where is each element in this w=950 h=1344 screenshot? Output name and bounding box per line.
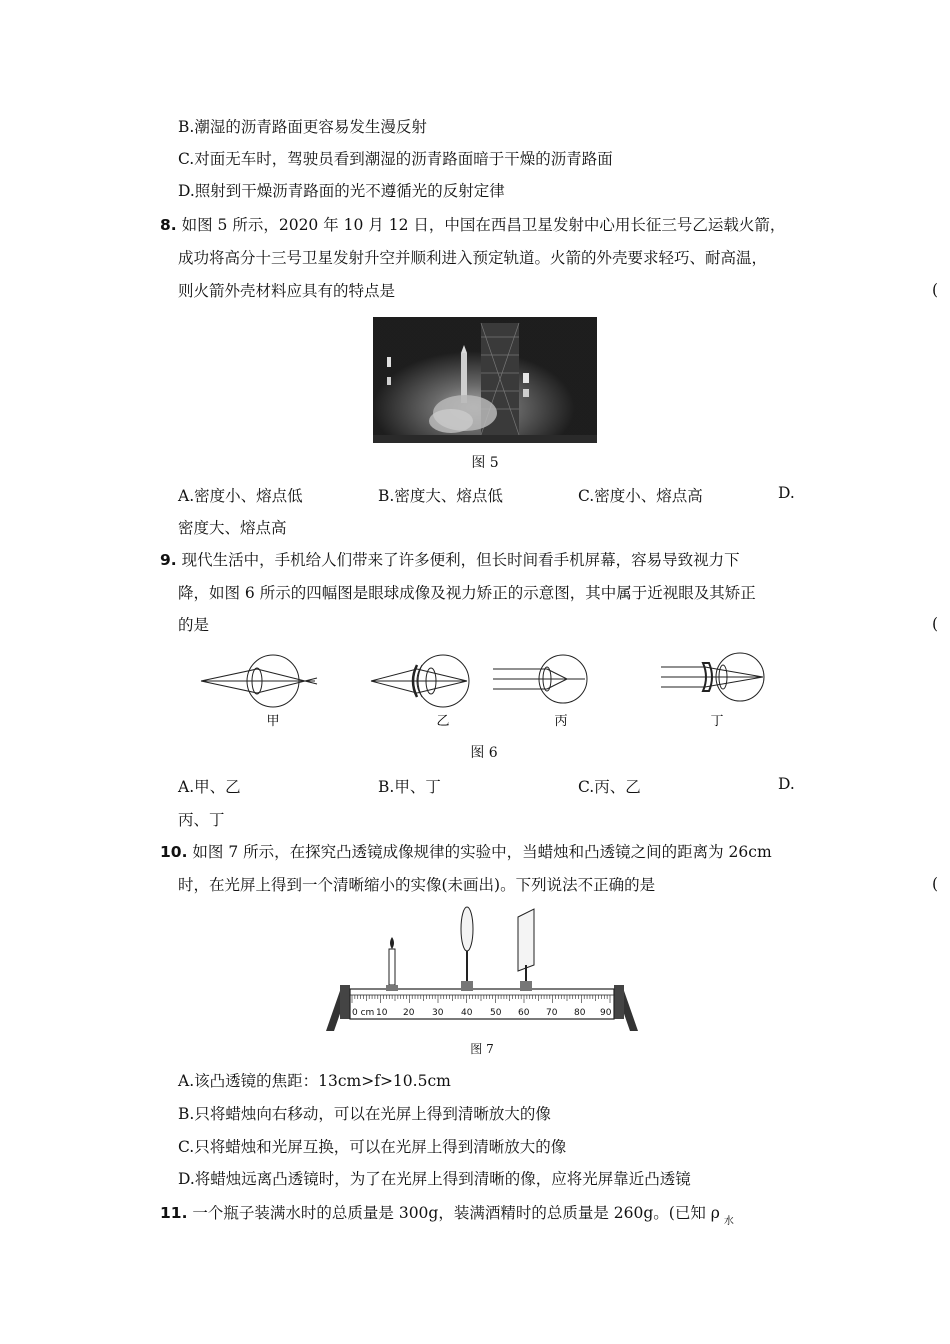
q8-option-d-label: D. xyxy=(778,484,795,502)
figure-6-caption: 图 6 xyxy=(470,745,498,761)
convex-lens xyxy=(461,907,473,991)
ruler-label-70: 70 xyxy=(546,1008,558,1018)
eye-diagrams-figure xyxy=(195,645,775,730)
ruler-label-30: 30 xyxy=(432,1008,444,1018)
q9-option-a: A.甲、乙 xyxy=(178,778,241,796)
q9-line-2: 降，如图 6 所示的四幅图是眼球成像及视力矫正的示意图，其中属于近视眼及其矫正 xyxy=(178,584,756,602)
eye-diagram-bing xyxy=(493,655,587,703)
q10-number: 10. xyxy=(160,843,188,861)
eye-diagram-jia xyxy=(201,655,317,707)
ruler-label-0: 0 cm xyxy=(352,1008,375,1018)
q9-option-d-text: 丙、丁 xyxy=(178,811,225,829)
eye-label-bing: 丙 xyxy=(554,714,568,729)
q8-option-a: A.密度小、熔点低 xyxy=(178,487,303,505)
q10-line-1 xyxy=(160,842,772,862)
eye-label-jia: 甲 xyxy=(266,714,280,729)
candle xyxy=(386,937,398,991)
q8-answer-paren: ( xyxy=(932,281,939,299)
light-screen xyxy=(518,909,534,991)
q8-option-d-text: 密度大、熔点高 xyxy=(178,519,287,537)
figure-7-caption: 图 7 xyxy=(470,1042,494,1056)
q11-text-1: 一个瓶子装满水时的总质量是 300g，装满酒精时的总质量是 260g。(已知 ρ xyxy=(192,1204,720,1222)
q8-option-b: B.密度大、熔点低 xyxy=(378,487,503,505)
q11-line-1 xyxy=(160,1203,734,1232)
q9-line-3: 的是 xyxy=(178,616,210,634)
rocket-launch-photo xyxy=(373,317,597,443)
ruler-label-90: 90 xyxy=(600,1008,612,1018)
figure-5-caption: 图 5 xyxy=(471,455,499,471)
q10-option-c: C.只将蜡烛和光屏互换，可以在光屏上得到清晰放大的像 xyxy=(178,1138,567,1156)
ruler-label-80: 80 xyxy=(574,1008,586,1018)
q8-option-c: C.密度小、熔点高 xyxy=(578,487,703,505)
q10-text-1: 如图 7 所示，在探究凸透镜成像规律的实验中，当蜡烛和凸透镜之间的距离为 26cm xyxy=(192,843,772,861)
q8-line-2: 成功将高分十三号卫星发射升空并顺利进入预定轨道。火箭的外壳要求轻巧、耐高温， xyxy=(178,249,768,267)
optical-bench-figure xyxy=(322,905,642,1035)
q7-option-d: D.照射到干燥沥青路面的光不遵循光的反射定律 xyxy=(178,182,505,200)
ruler-label-60: 60 xyxy=(518,1008,530,1018)
ruler-label-40: 40 xyxy=(461,1008,473,1018)
q8-line-1 xyxy=(160,215,785,235)
q9-text-1: 现代生活中，手机给人们带来了许多便利，但长时间看手机屏幕，容易导致视力下 xyxy=(181,551,740,569)
q8-number: 8. xyxy=(160,216,177,234)
eye-label-yi: 乙 xyxy=(436,714,450,729)
q9-answer-paren: ( xyxy=(932,615,939,633)
q7-option-c: C.对面无车时，驾驶员看到潮湿的沥青路面暗于干燥的沥青路面 xyxy=(178,150,613,168)
ruler-label-20: 20 xyxy=(403,1008,415,1018)
ruler-label-10: 10 xyxy=(376,1008,388,1018)
q10-option-a: A.该凸透镜的焦距：13cm>f>10.5cm xyxy=(178,1072,451,1090)
q10-option-d: D.将蜡烛远离凸透镜时，为了在光屏上得到清晰的像，应将光屏靠近凸透镜 xyxy=(178,1170,691,1188)
eye-label-ding: 丁 xyxy=(710,714,724,729)
q10-line-2: 时，在光屏上得到一个清晰缩小的实像(未画出)。下列说法不正确的是 xyxy=(178,876,656,894)
eye-diagram-yi xyxy=(371,655,469,707)
q8-text-1: 如图 5 所示，2020 年 10 月 12 日，中国在西昌卫星发射中心用长征三号乙运载火箭， xyxy=(181,216,786,234)
q9-option-c: C.丙、乙 xyxy=(578,778,641,796)
q10-option-b: B.只将蜡烛向右移动，可以在光屏上得到清晰放大的像 xyxy=(178,1105,551,1123)
q9-number: 9. xyxy=(160,551,177,569)
q11-subscript-water: 水 xyxy=(723,1216,734,1227)
ruler-label-50: 50 xyxy=(490,1008,502,1018)
q9-option-d-label: D. xyxy=(778,775,795,793)
q7-option-b: B.潮湿的沥青路面更容易发生漫反射 xyxy=(178,118,427,136)
q11-number: 11. xyxy=(160,1204,188,1222)
eye-diagram-ding xyxy=(661,653,764,701)
q10-answer-paren: ( xyxy=(932,875,939,893)
q8-line-3: 则火箭外壳材料应具有的特点是 xyxy=(178,282,396,300)
q9-line-1 xyxy=(160,550,740,570)
q9-option-b: B.甲、丁 xyxy=(378,778,441,796)
